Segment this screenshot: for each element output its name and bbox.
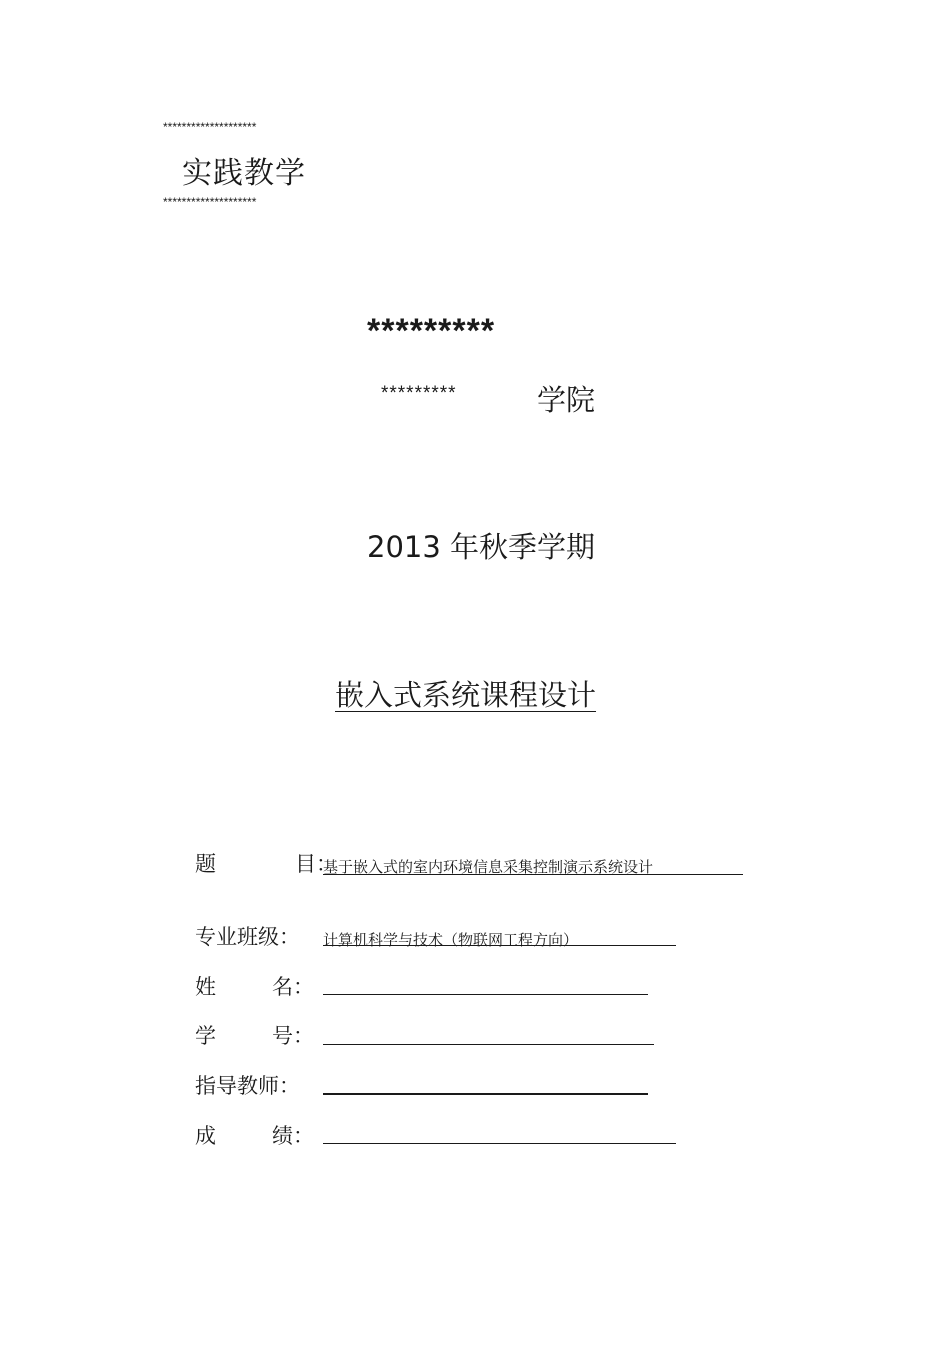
topic-value: 基于嵌入式的室内环境信息采集控制演示系统设计 <box>323 858 654 876</box>
grade-label-b: 绩： <box>272 1124 314 1148</box>
topic-label-a: 题 <box>195 852 216 876</box>
course-title <box>335 673 626 714</box>
page-banner-title: 实践教学 <box>182 156 306 191</box>
advisor-label: 指导教师： <box>195 1074 300 1098</box>
grade-underline <box>323 1143 676 1144</box>
student-id-label-a: 学 <box>195 1024 216 1048</box>
topic-label <box>195 848 337 878</box>
name-underline <box>323 994 648 995</box>
semester: 2013 年秋季学期 <box>367 530 596 564</box>
college-name-suffix: 学院 <box>537 383 596 417</box>
name-label-a: 姓 <box>195 975 216 999</box>
topic-label-b: 目： <box>295 852 337 876</box>
college-name-stars: ********* <box>381 383 457 404</box>
student-id-label-b: 号： <box>272 1024 314 1048</box>
grade-label <box>195 1120 314 1150</box>
major-value: 计算机科学与技术（物联网工程方向） <box>323 931 579 949</box>
name-label <box>195 971 314 1001</box>
university-name: ********* <box>367 312 496 350</box>
student-id-underline <box>323 1044 654 1045</box>
major-label: 专业班级： <box>195 925 300 949</box>
header-stars-bottom: ******************** <box>163 195 257 209</box>
advisor-underline <box>323 1093 648 1095</box>
header-stars-top: ******************** <box>163 120 257 134</box>
grade-label-a: 成 <box>195 1124 216 1148</box>
student-id-label <box>195 1020 314 1050</box>
course-title-text: 嵌入式系统课程设计 <box>335 678 597 712</box>
name-label-b: 名： <box>272 975 314 999</box>
topic-underline <box>323 874 743 875</box>
major-underline <box>323 945 676 946</box>
